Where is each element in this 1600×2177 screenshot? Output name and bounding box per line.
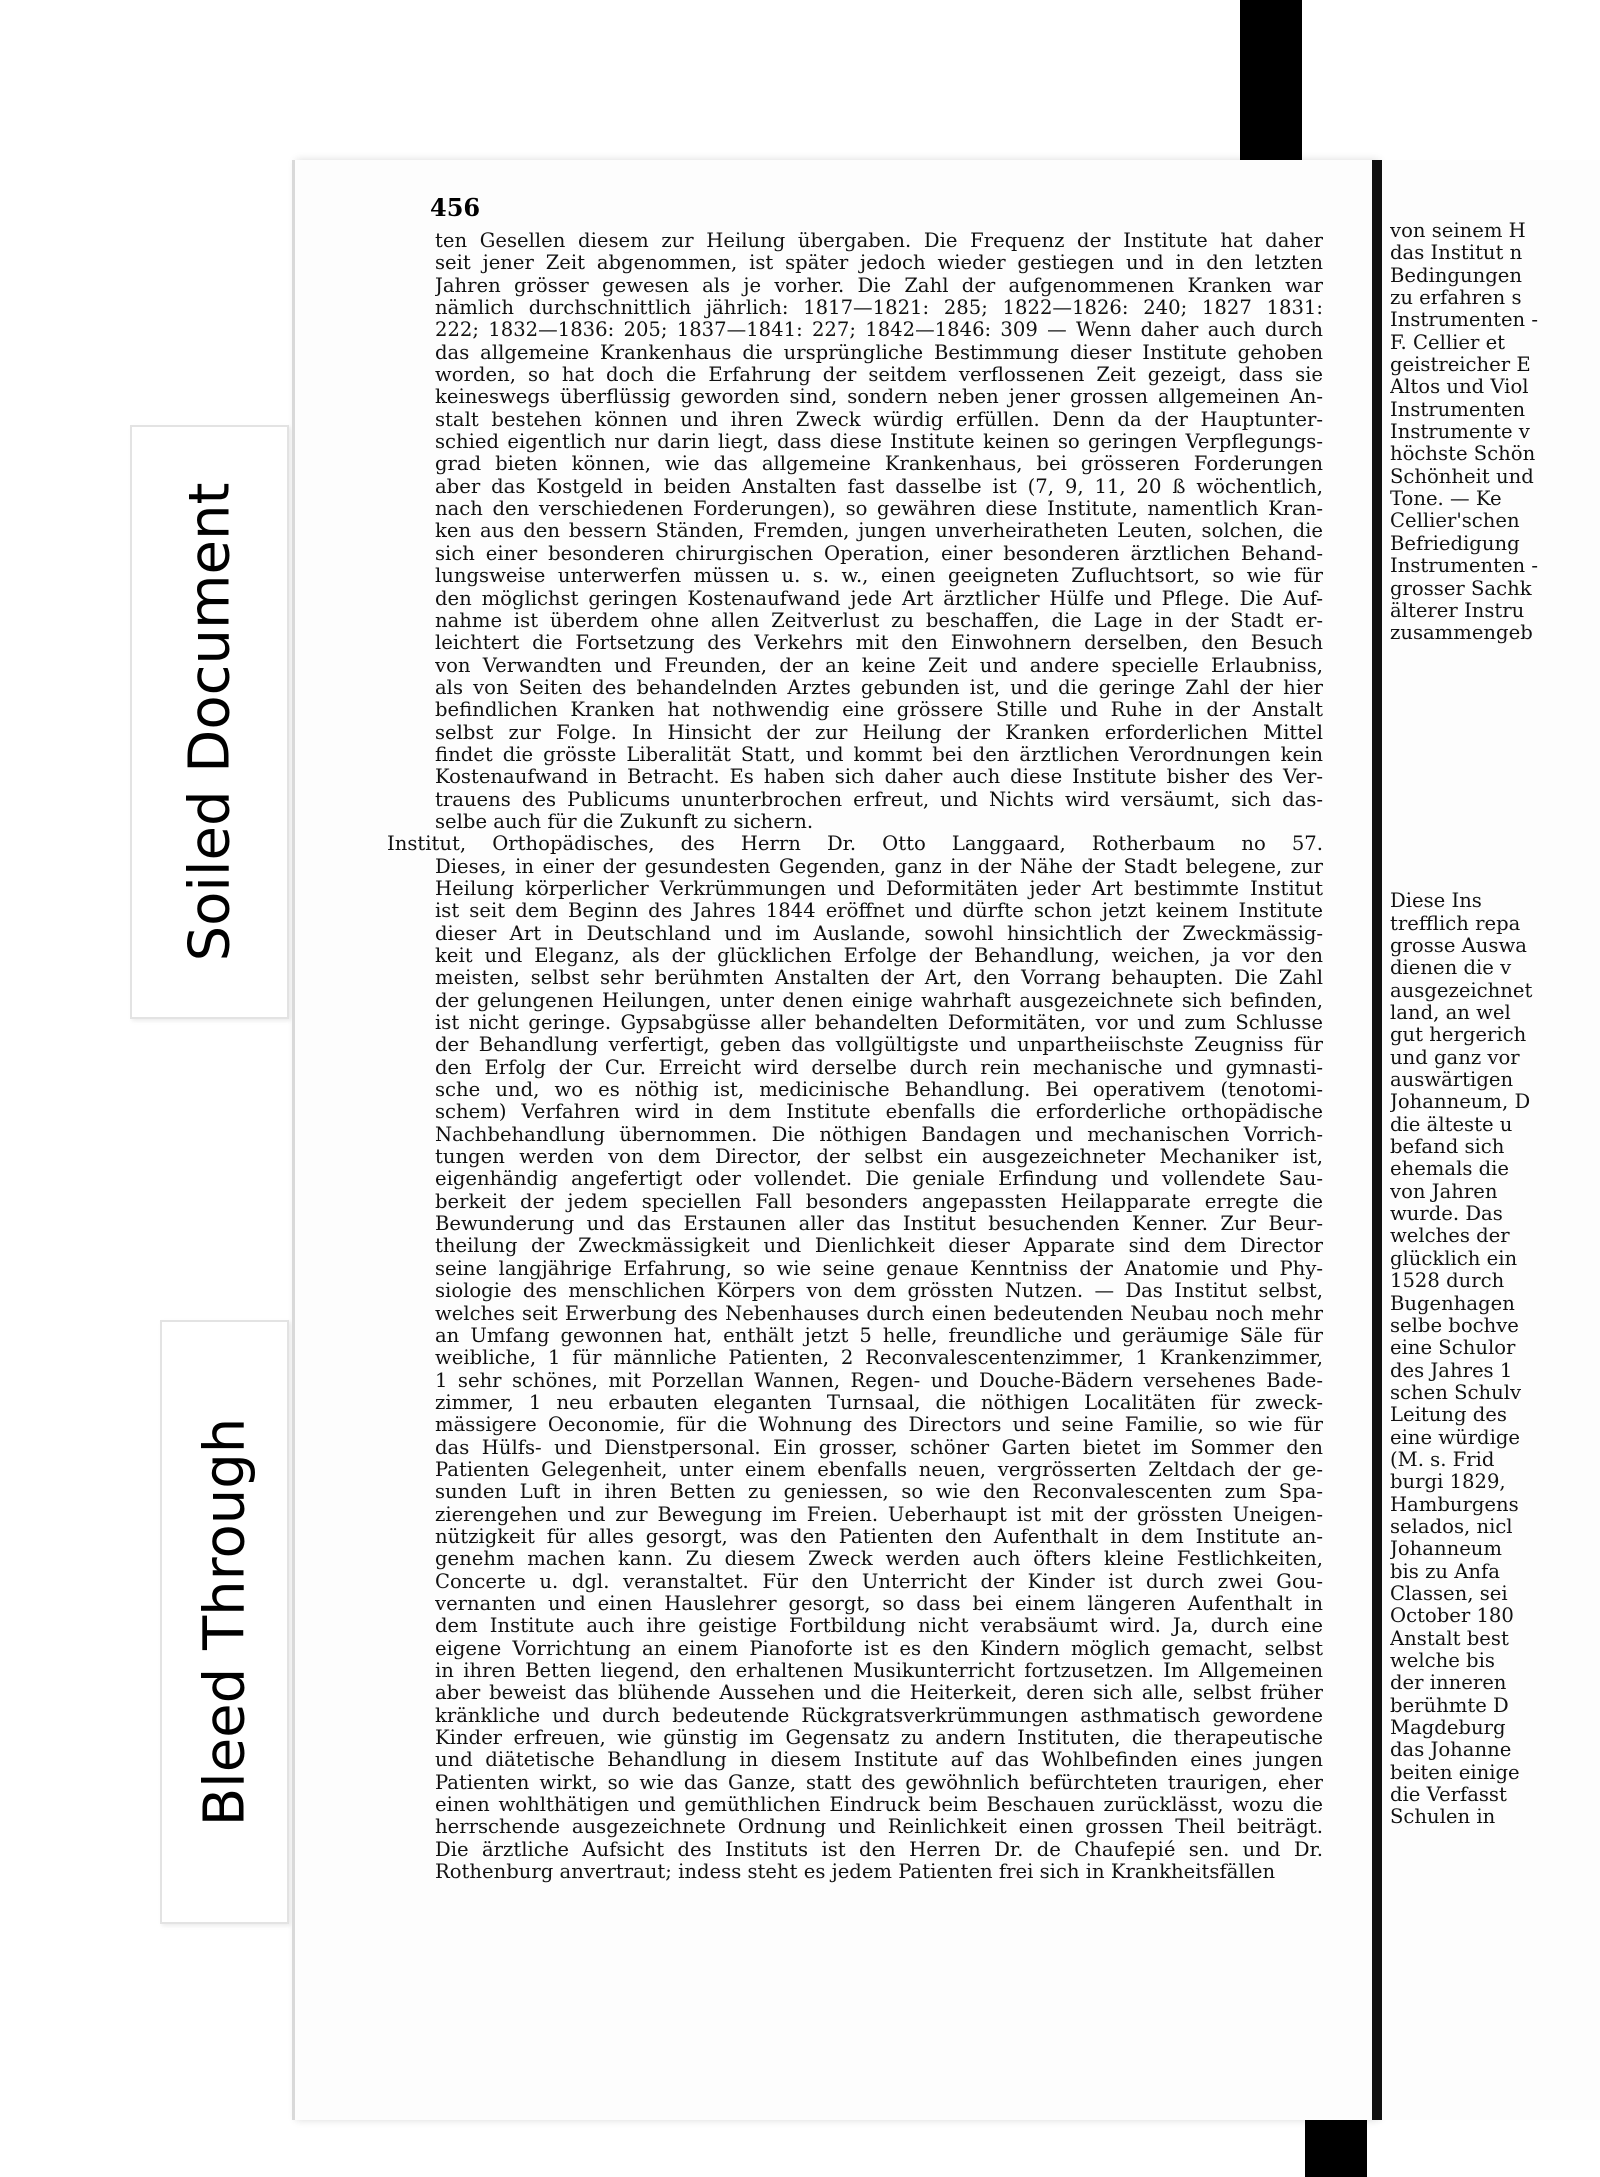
text-line: ken aus den bessern Ständen, Fremden, jungen unverheiratheten Leuten, solchen, die (435, 520, 1323, 543)
text-line: sich einer besonderen chirurgischen Operation, einer besonderen ärztlichen Behand- (435, 542, 1323, 565)
page-right-text (1390, 220, 1600, 1829)
text-line: von Verwandten und Freunden, der an keine Zeit und andere specielle Erlaubniss, (435, 654, 1323, 677)
text-line: als von Seiten des behandelnden Arztes gebunden ist, und die geringe Zahl der hier (435, 676, 1323, 699)
text-line: der Behandlung verfertigt, geben das vollgültigste und unpartheiischste Zeugniss für (435, 1034, 1323, 1057)
right-text-line: eine Schulor (1390, 1336, 1516, 1360)
right-text-line: von seinem H (1390, 219, 1526, 242)
right-text-line (1390, 667, 1600, 689)
right-text-line: das Johanne (1390, 1738, 1512, 1762)
right-text-line: auswärtigen (1390, 1068, 1514, 1092)
right-text-line: Instrumente v (1390, 420, 1530, 444)
text-line: das Hülfs- und Dienstpersonal. Ein grosser, schöner Garten bietet im Sommer den (435, 1436, 1323, 1459)
right-text-line: Magdeburg (1390, 1716, 1506, 1740)
text-line: schem) Verfahren wird in dem Institute ebenfalls die erforderliche orthopädische (435, 1101, 1323, 1124)
text-line: Institut, Orthopädisches, des Herrn Dr. Otto Langgaard, Rotherbaum no 57. (387, 833, 1323, 856)
text-line: lungsweise unterwerfen müssen u. s. w., einen geeigneten Zufluchtsort, so wie für (435, 565, 1323, 588)
right-text-line: grosser Sachk (1390, 576, 1532, 600)
right-text-line: welches der (1390, 1224, 1510, 1248)
text-line: 1 sehr schönes, mit Porzellan Wannen, Regen- und Douche-Bädern versehenes Bade- (435, 1369, 1323, 1392)
text-line: 222; 1832—1836: 205; 1837—1841: 227; 1842—1846: 309 — Wenn daher auch durch (435, 319, 1323, 342)
text-line: der gelungenen Heilungen, unter denen einige wahrhaft ausgezeichnete sich befinden, (435, 989, 1323, 1012)
text-line: findet die grösste Liberalität Statt, und kommt bei den ärztlichen Verordnungen kein (435, 743, 1323, 766)
right-text-line: selados, nicl (1390, 1514, 1513, 1538)
text-line: und diätetische Behandlung in diesem Institute auf das Wohlbefinden eines jungen (435, 1749, 1323, 1772)
text-line: selbst zur Folge. In Hinsicht der zur Heilung der Kranken erforderlichen Mittel (435, 721, 1323, 744)
text-line: Kinder erfreuen, wie günstig im Gegensatz zu andern Instituten, die therapeutische (435, 1727, 1323, 1750)
text-line: Jahren grösser gewesen als je vorher. Die Zahl der aufgenommenen Kranken war (435, 274, 1323, 297)
text-line: zierengehen und zur Bewegung im Freien. Ueberhaupt ist mit der grössten Uneigen- (435, 1503, 1323, 1526)
text-line: zimmer, 1 neu erbauten eleganten Turnsaal, die nöthigen Localitäten für zweck- (435, 1391, 1323, 1414)
bleed-through-label (160, 1320, 289, 1924)
right-text-line: Instrumenten - (1390, 308, 1539, 332)
text-line: trauens des Publicums ununterbrochen erfreut, und Nichts wird versäumt, sich das- (435, 788, 1323, 811)
right-text-line: Instrumenten (1390, 397, 1526, 421)
soiled-document-text: Soiled Document (177, 482, 242, 962)
text-line: eigenhändig angefertigt oder vollendet. Die geniale Erfindung und vollendete Sau- (435, 1168, 1323, 1191)
page-number: 456 (430, 193, 481, 222)
text-line: mässigere Oeconomie, für die Wohnung des Directors und seine Familie, so wie für (435, 1414, 1323, 1437)
right-text-line: welche bis (1390, 1649, 1495, 1672)
right-text-line: glücklich ein (1390, 1246, 1518, 1270)
right-text-line: trefflich repa (1390, 911, 1521, 935)
text-line: selbe auch für die Zukunft zu sichern. (435, 810, 814, 833)
right-text-line: ehemals die (1390, 1157, 1510, 1181)
text-line: Heilung körperlicher Verkrümmungen und Deformitäten jeder Art bestimmte Institut (435, 877, 1323, 900)
text-line: siologie des menschlichen Körpers von dem grössten Nutzen. — Das Institut selbst, (435, 1280, 1323, 1303)
text-line: stalt bestehen können und ihren Zweck würdig erfüllen. Denn da der Hauptunter- (435, 408, 1323, 431)
text-line: theilung der Zweckmässigkeit und Dienlichkeit dieser Apparate sind dem Director (435, 1235, 1323, 1258)
right-text-line (1390, 823, 1600, 845)
right-text-line: Leitung des (1390, 1403, 1507, 1427)
text-line: dem Institute auch ihre geistige Fortbildung nicht verabsäumt wird. Ja, durch eine (435, 1615, 1323, 1638)
right-text-line: Befriedigung (1390, 531, 1520, 555)
text-line: Bewunderung und das Erstaunen aller das Institut besuchenden Kenner. Zur Beur- (435, 1213, 1323, 1236)
text-line: einen wohlthätigen und gemüthlichen Eindruck beim Beschauen zurücklässt, wozu die (435, 1794, 1323, 1817)
right-text-line: schen Schulv (1390, 1380, 1522, 1404)
text-line: herrschende ausgezeichnete Ordnung und Reinlichkeit einen grossen Theil beiträgt. (435, 1816, 1323, 1839)
text-line: nach den verschiedenen Forderungen), so gewähren diese Institute, namentlich Kran- (435, 498, 1323, 521)
book-page-right (1372, 160, 1600, 2120)
text-line: Dieses, in einer der gesundesten Gegenden, ganz in der Nähe der Stadt belegene, zur (435, 855, 1323, 878)
right-text-line: Cellier'schen (1390, 509, 1520, 533)
right-text-line: befand sich (1390, 1135, 1505, 1159)
right-text-line: das Institut n (1390, 241, 1523, 265)
text-line: leichtert die Fortsetzung des Verkehrs mit den Einwohnern derselben, den Besuch (435, 632, 1323, 655)
right-text-line: land, an wel (1390, 1001, 1511, 1025)
right-text-line: des Jahres 1 (1390, 1358, 1513, 1382)
text-line: meisten, selbst sehr berühmten Anstalten der Art, den Vorrang behaupten. Die Zahl (435, 967, 1323, 990)
right-text-line: Hamburgens (1390, 1492, 1519, 1516)
right-text-line (1390, 712, 1600, 734)
text-line: Kostenaufwand in Betracht. Es haben sich daher auch diese Institute bisher des Ver- (435, 766, 1323, 789)
right-text-line: Bugenhagen (1390, 1291, 1515, 1315)
right-text-line: die älteste u (1390, 1112, 1513, 1136)
right-text-line (1390, 734, 1600, 756)
right-text-line: Anstalt best (1390, 1626, 1509, 1650)
text-line: sche und, wo es nöthig ist, medicinische Behandlung. Bei operativem (tenotomi- (435, 1079, 1323, 1102)
right-text-line: F. Cellier et (1390, 330, 1506, 354)
text-line: welches seit Erwerbung des Nebenhauses durch einen bedeutenden Neubau noch mehr (435, 1302, 1323, 1325)
text-line: grad bieten können, wie das allgemeine Krankenhaus, bei grösseren Forderungen (435, 453, 1323, 476)
right-text-line: Johanneum, D (1390, 1090, 1531, 1114)
text-line: dieser Art in Deutschland und im Auslande, sowohl hinsichtlich der Zweckmässig- (435, 922, 1323, 945)
right-text-line: bis zu Anfa (1390, 1559, 1500, 1583)
text-line: Patienten wirkt, so wie das Ganze, statt des gewöhnlich befürchteten traurigen, eher (435, 1771, 1323, 1794)
text-line: Concerte u. dgl. veranstaltet. Für den Unterricht der Kinder ist durch zwei Gou- (435, 1570, 1323, 1593)
text-line: keineswegs überflüssig geworden sind, sondern neben jener grossen allgemeinen An- (435, 386, 1323, 409)
text-line: sunden Luft in ihren Betten zu geniessen, so wie den Reconvalescenten zum Spa- (435, 1481, 1323, 1504)
text-line: berkeit der jedem speciellen Fall besonders angepassten Heilapparate erregte die (435, 1190, 1323, 1213)
right-text-line: Johanneum (1390, 1537, 1502, 1561)
right-text-line (1390, 645, 1600, 667)
text-line: genehm machen kann. Zu diesem Zweck werden auch öfters kleine Festlichkeiten, (435, 1548, 1323, 1571)
text-line: keit und Eleganz, als der glücklichen Erfolge der Behandlung, weichen, ja vor den (435, 945, 1323, 967)
text-line: seit jener Zeit abgenommen, ist später jedoch wieder gestiegen und in den letzten (435, 252, 1323, 275)
right-text-line: der inneren (1390, 1671, 1507, 1695)
text-line: Die ärztliche Aufsicht des Instituts ist den Herren Dr. de Chaufepié sen. und Dr. (435, 1838, 1323, 1861)
right-text-line: berühmte D (1390, 1693, 1509, 1717)
text-line: in ihren Betten liegend, den erhaltenen Musikunterricht fortzusetzen. Im Allgemeinen (435, 1660, 1323, 1682)
text-line: nämlich durchschnittlich jährlich: 1817—1821: 285; 1822—1826: 240; 1827 1831: (435, 297, 1323, 320)
right-text-line: zusammengeb (1390, 621, 1533, 645)
text-line: Rothenburg anvertraut; indess steht es jedem Patienten frei sich in Krankheitsfällen (435, 1861, 1276, 1884)
text-line: seine langjährige Erfahrung, so wie seine genaue Kenntniss der Anatomie und Phy- (435, 1257, 1323, 1280)
right-text-line (1390, 846, 1600, 868)
text-line: worden, so hat doch die Erfahrung der seitdem verflossenen Zeit gezeigt, dass sie (435, 364, 1323, 387)
text-line: tungen werden von dem Director, der selbst ein ausgezeichneter Mechaniker ist, (435, 1146, 1323, 1169)
right-text-line: Instrumenten - (1390, 554, 1539, 578)
right-text-line: eine würdige (1390, 1425, 1521, 1449)
right-text-line: die Verfasst (1390, 1783, 1507, 1807)
text-line: schied eigentlich nur darin liegt, dass diese Institute keinen so geringen Verpflegungs- (435, 431, 1323, 454)
right-text-line (1390, 689, 1600, 711)
right-text-line: Diese Ins (1390, 889, 1482, 913)
text-line: befindlichen Kranken hat nothwendig eine grössere Stille und Ruhe in der Anstalt (435, 699, 1323, 722)
text-line: weibliche, 1 für männliche Patienten, 2 Reconvalescentenzimmer, 1 Krankenzimmer, (435, 1347, 1323, 1370)
text-line: ten Gesellen diesem zur Heilung übergaben. Die Frequenz der Institute hat daher (435, 230, 1323, 252)
right-text-line: Schulen in (1390, 1805, 1496, 1829)
right-text-line: älterer Instru (1390, 598, 1525, 622)
bleed-through-text: Bleed Through (192, 1417, 257, 1827)
right-text-line: höchste Schön (1390, 442, 1536, 466)
right-text-line: burgi 1829, (1390, 1470, 1506, 1494)
right-text-line: Schönheit und (1390, 464, 1534, 488)
right-text-line: dienen die v (1390, 956, 1512, 980)
text-line: das allgemeine Krankenhaus die ursprüngliche Bestimmung dieser Institute gehoben (435, 341, 1323, 364)
right-text-line: beiten einige (1390, 1760, 1520, 1784)
right-text-line: Tone. — Ke (1390, 487, 1502, 511)
right-text-line: grosse Auswa (1390, 934, 1527, 957)
right-text-line: October 180 (1390, 1604, 1514, 1628)
page-body-text (387, 230, 1323, 1884)
right-text-line: wurde. Das (1390, 1202, 1503, 1226)
right-text-line: gut hergerich (1390, 1023, 1527, 1047)
text-line: ist seit dem Beginn des Jahres 1844 eröffnet und dürfte schon jetzt keinem Institute (435, 900, 1323, 923)
right-text-line: 1528 durch (1390, 1269, 1505, 1293)
right-text-line: Classen, sei (1390, 1581, 1508, 1605)
book-page-left (292, 160, 1375, 2120)
text-line: Nachbehandlung übernommen. Die nöthigen Bandagen und mechanischen Vorrich- (435, 1123, 1323, 1146)
right-text-line: ausgezeichnet (1390, 978, 1533, 1002)
right-text-line (1390, 801, 1600, 823)
soiled-document-label (130, 425, 289, 1019)
text-line: ist nicht geringe. Gypsabgüsse aller behandelten Deformitäten, vor und zum Schlusse (435, 1012, 1323, 1035)
text-line: an Umfang gewonnen hat, enthält jetzt 5 helle, freundliche und geräumige Säle für (435, 1324, 1323, 1347)
right-text-line: Altos und Viol (1390, 375, 1529, 399)
right-text-line: selbe bochve (1390, 1313, 1519, 1337)
right-text-line: Bedingungen (1390, 263, 1522, 287)
text-line: den möglichst geringen Kostenaufwand jede Art ärztlicher Hülfe und Pflege. Die Auf- (435, 587, 1323, 610)
right-text-line (1390, 779, 1600, 801)
right-text-line: und ganz vor (1390, 1045, 1520, 1069)
right-text-line: von Jahren (1390, 1179, 1498, 1203)
text-line: eigene Vorrichtung an einem Pianoforte ist es den Kindern möglich gemacht, selbst (435, 1637, 1323, 1660)
page-right-crop (1390, 160, 1600, 2120)
right-text-line: geistreicher E (1390, 353, 1531, 377)
text-line: Patienten Gelegenheit, unter einem ebenfalls neuen, vergrösserten Zeltdach der ge- (435, 1458, 1323, 1481)
right-text-line: zu erfahren s (1390, 286, 1522, 310)
right-text-line: (M. s. Frid (1390, 1447, 1495, 1471)
right-text-line (1390, 868, 1600, 890)
text-line: den Erfolg der Cur. Erreicht wird derselbe durch rein mechanische und gymnasti- (435, 1056, 1323, 1079)
text-line: aber beweist das blühende Aussehen und die Heiterkeit, deren sich alle, selbst früher (435, 1682, 1323, 1705)
text-line: nahme ist überdem ohne allen Zeitverlust zu beschaffen, die Lage in der Stadt er- (435, 609, 1323, 632)
text-line: kränkliche und durch bedeutende Rückgratsverkrümmungen asthmatisch gewordene (435, 1704, 1323, 1727)
text-line: vernanten und einen Hauslehrer gesorgt, so dass bei einem längeren Aufenthalt in (435, 1592, 1323, 1615)
text-line: aber das Kostgeld in beiden Anstalten fast dasselbe ist (7, 9, 11, 20 ß wöchentlich, (435, 475, 1323, 498)
text-line: nützigkeit für alles gesorgt, was den Patienten den Aufenthalt in dem Institute an- (435, 1525, 1323, 1548)
right-text-line (1390, 756, 1600, 778)
